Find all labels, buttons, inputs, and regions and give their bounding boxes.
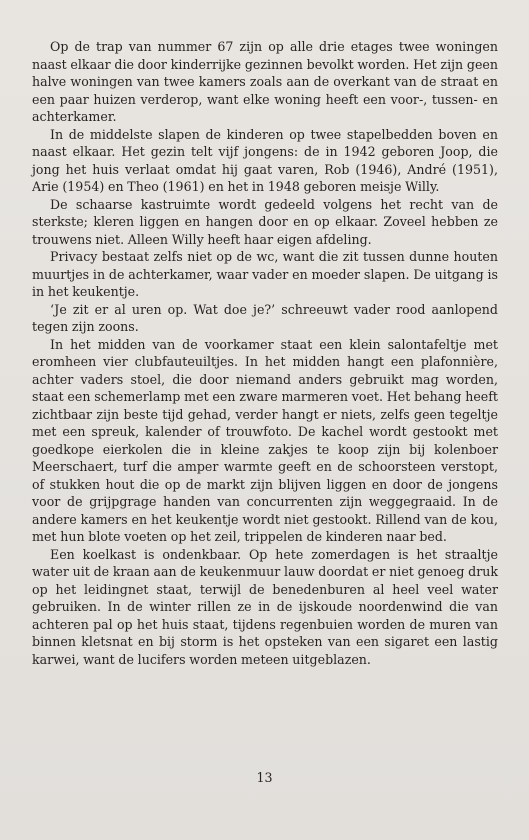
paragraph-5: ‘Je zit er al uren op. Wat doe je?’ schreeuwt vader rood aanlopend tegen zijn zoons. — [32, 301, 498, 334]
paragraph-1: Op de trap van nummer 67 zijn op alle drie etages twee woningen naast elkaar die door kinderrijke gezinnen bevolkt worden. Het zijn geen halve woningen van twee kamers zoals aan de overkant van de straat en een paar huizen verderop, want elke woning heeft een voor-, tussen- en achterkamer. — [32, 39, 498, 124]
page-number: 13 — [256, 770, 273, 785]
paragraph-2: In de middelste slapen de kinderen op twee stapelbedden boven en naast elkaar. Het gezin telt vijf jongens: de in 1942 geboren Joop, die jong het huis verlaat omdat hij gaat varen, Rob (1946), André (1951), Arie (1954) en Theo (1961) en het in 1948 geboren meisje Willy. — [32, 126, 498, 194]
body-text — [32, 38, 498, 668]
paragraph-3: De schaarse kastruimte wordt gedeeld volgens het recht van de sterkste; kleren liggen en hangen door en op elkaar. Zoveel hebben ze trouwens niet. Alleen Willy heeft haar eigen afdeling. — [32, 196, 498, 247]
paragraph-6: In het midden van de voorkamer staat een klein salontafeltje met eromheen vier clubfauteuiltjes. In het midden hangt een plafonnière, achter vaders stoel, die door niemand anders gebruikt mag worden, staat een schemerlamp met een zware marmeren voet. Het behang heeft zichtbaar zijn beste tijd gehad, verder hangt er niets, zelfs geen tegeltje met een spreuk, kalender of trouwfoto. De kachel wordt gestookt met goedkope eierkolen die in kleine zakjes te koop zijn bij kolenboer Meerschaert, turf die amper warmte geeft en de schoorsteen verstopt, of stukken hout die op de markt zijn blijven liggen en door de jongens voor de grijpgrage handen van concurrenten zijn weggegraaid. In de andere kamers en het keukentje wordt niet gestookt. Rillend van de kou, met hun blote voeten op het zeil, trippelen de kinderen naar bed. — [32, 336, 498, 544]
paragraph-4: Privacy bestaat zelfs niet op de wc, want die zit tussen dunne houten muurtjes in de achterkamer, waar vader en moeder slapen. De uitgang is in het keukentje. — [32, 249, 498, 299]
paragraph-7: Een koelkast is ondenkbaar. Op hete zomerdagen is het straaltje water uit de kraan aan de keukenmuur lauw doordat er niet genoeg druk op het leidingnet staat, terwijl de benedenburen al heel veel water gebruiken. In de winter rillen ze in de ijskoude noordenwind die van achteren pal op het huis staat, tijdens regenbuien worden de muren van binnen kletsnat en bij storm is het opsteken van een sigaret een lastig karwei, want de lucifers worden meteen uitgeblazen. — [32, 546, 498, 667]
